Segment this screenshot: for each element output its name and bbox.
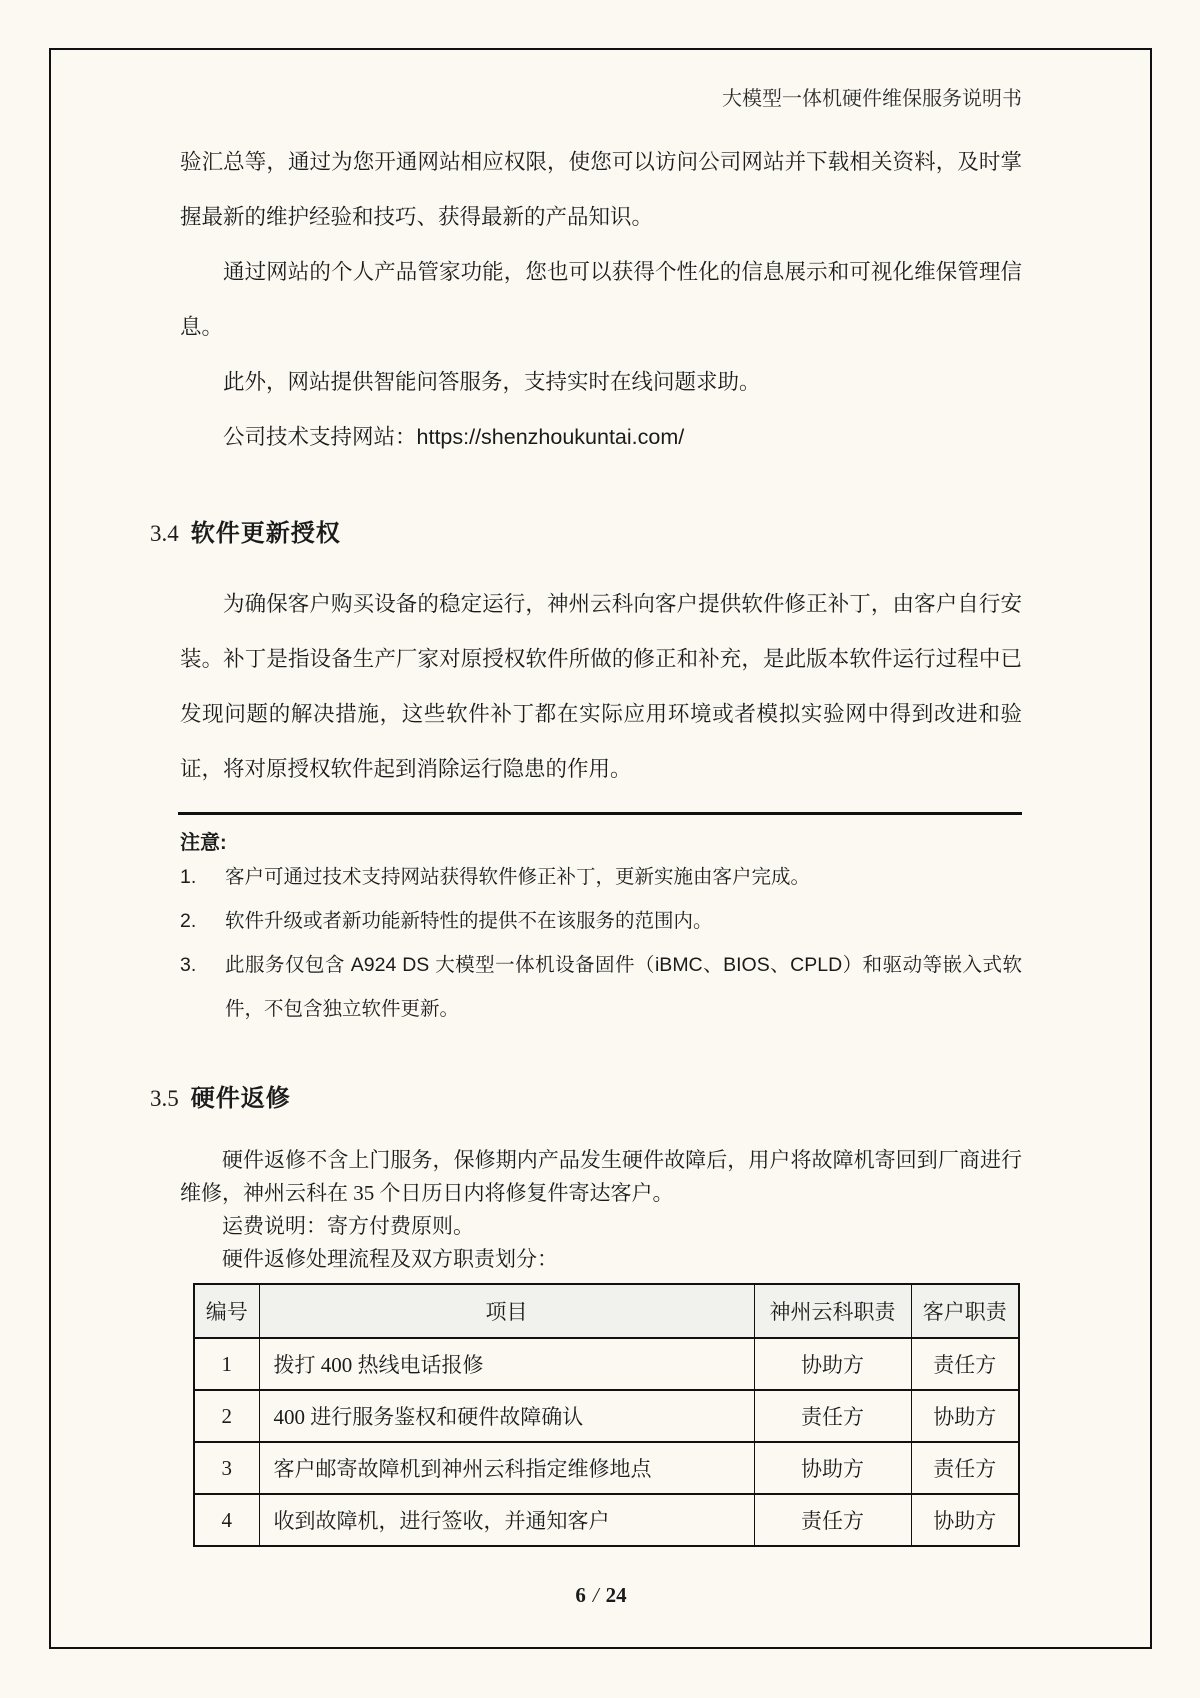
page-number-separator: / [592, 1583, 599, 1607]
note-divider-line [178, 812, 1022, 815]
note-number: 2. [180, 910, 197, 932]
table-header-cell: 项目 [259, 1284, 754, 1338]
section-3-5-body [180, 1144, 1022, 1276]
note-label: 注意: [180, 832, 227, 854]
intro-section [180, 135, 1022, 465]
table-cell: 收到故障机，进行签收，并通知客户 [259, 1494, 754, 1546]
note-text: 客户可通过技术支持网站获得软件修正补丁，更新实施由客户完成。 [225, 866, 811, 888]
section-number: 3.5 [150, 1086, 179, 1111]
table-cell: 责任方 [754, 1494, 911, 1546]
table-header-cell: 神州云科职责 [754, 1284, 911, 1338]
table-cell: 拨打 400 热线电话报修 [259, 1338, 754, 1390]
table-cell: 协助方 [754, 1338, 911, 1390]
table-row [194, 1494, 1019, 1546]
table-cell: 客户邮寄故障机到神州云科指定维修地点 [259, 1442, 754, 1494]
table-cell: 1 [194, 1338, 259, 1390]
table-cell: 协助方 [754, 1442, 911, 1494]
note-item [180, 943, 1022, 1031]
note-number: 1. [180, 866, 197, 888]
intro-paragraph-3: 此外，网站提供智能问答服务，支持实时在线问题求助。 [223, 370, 761, 394]
table-cell: 4 [194, 1494, 259, 1546]
note-text: 软件升级或者新功能新特性的提供不在该服务的范围内。 [225, 910, 713, 932]
table-header-cell: 编号 [194, 1284, 259, 1338]
note-item [180, 855, 1022, 899]
table-header-cell: 客户职责 [911, 1284, 1019, 1338]
note-item [180, 899, 1022, 943]
section-title: 软件更新授权 [190, 520, 341, 547]
section-title: 硬件返修 [190, 1085, 291, 1112]
section-heading-3-4 [150, 513, 341, 548]
table-cell: 400 进行服务鉴权和硬件故障确认 [259, 1390, 754, 1442]
support-site-label: 公司技术支持网站： [223, 425, 417, 449]
note-number: 3. [180, 954, 197, 976]
table-cell: 协助方 [911, 1390, 1019, 1442]
table-cell: 责任方 [911, 1442, 1019, 1494]
support-site-line [180, 410, 1022, 465]
section-3-4-body: 为确保客户购买设备的稳定运行，神州云科向客户提供软件修正补丁，由客户自行安装。补丁是指设备生产厂家对原授权软件所做的修正和补充，是此版本软件运行过程中已发现问题的解决措施，这些软件补丁都在实际应用环境或者模拟实验网中得到改进和验证，将对原授权软件起到消除运行隐患的作用。 [180, 592, 1022, 781]
running-header-title: 大模型一体机硬件维保服务说明书 [722, 88, 1022, 110]
intro-paragraph-1: 验汇总等，通过为您开通网站相应权限，使您可以访问公司网站并下载相关资料，及时掌握最新的维护经验和技巧、获得最新的产品知识。 [180, 150, 1022, 229]
section-heading-3-5 [150, 1078, 291, 1113]
page-number [180, 1583, 1022, 1608]
page-number-total: 24 [605, 1583, 627, 1607]
support-website-url[interactable]: https://shenzhoukuntai.com/ [416, 425, 685, 449]
table-row [194, 1442, 1019, 1494]
table-cell: 责任方 [911, 1338, 1019, 1390]
responsibility-table [193, 1283, 1020, 1547]
note-text: 此服务仅包含 A924 DS 大模型一体机设备固件（iBMC、BIOS、CPLD）和驱动等嵌入式软件，不包含独立软件更新。 [225, 954, 1022, 1020]
section-number: 3.4 [150, 521, 179, 546]
table-cell: 2 [194, 1390, 259, 1442]
intro-paragraph-2: 通过网站的个人产品管家功能，您也可以获得个性化的信息展示和可视化维保管理信息。 [180, 260, 1022, 339]
notes-list [180, 855, 1022, 1031]
table-header-row [194, 1284, 1019, 1338]
page-number-current: 6 [575, 1583, 586, 1607]
table-intro-line: 硬件返修处理流程及双方职责划分： [222, 1247, 558, 1271]
table-row [194, 1390, 1019, 1442]
table-cell: 责任方 [754, 1390, 911, 1442]
table-cell: 协助方 [911, 1494, 1019, 1546]
table-cell: 3 [194, 1442, 259, 1494]
table-row [194, 1338, 1019, 1390]
shipping-note: 运费说明：寄方付费原则。 [222, 1214, 474, 1238]
hardware-return-paragraph: 硬件返修不含上门服务，保修期内产品发生硬件故障后，用户将故障机寄回到厂商进行维修，神州云科在 35 个日历日内将修复件寄达客户。 [180, 1148, 1022, 1205]
